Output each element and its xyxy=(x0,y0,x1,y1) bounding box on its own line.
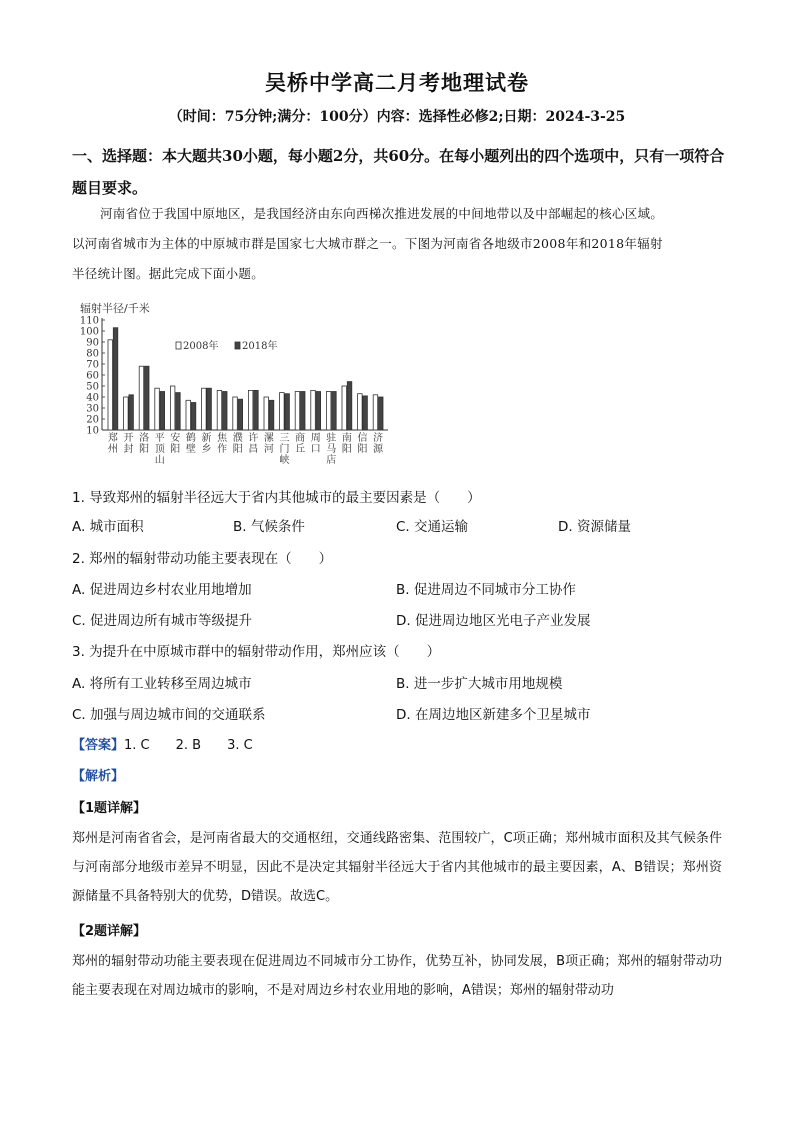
x-tick-label: 洛 xyxy=(139,433,150,444)
question-3-option-b: B. 进一步扩大城市用地规模 xyxy=(396,676,563,692)
bar-2018 xyxy=(113,328,118,430)
x-tick-label: 源 xyxy=(373,444,384,455)
x-tick-label: 许 xyxy=(248,433,259,444)
x-tick-label: 作 xyxy=(217,444,228,455)
x-tick-label: 信 xyxy=(357,433,368,444)
detail-1-label: 【1题详解】 xyxy=(72,801,147,816)
x-tick-label: 阳 xyxy=(170,444,181,455)
x-tick-label: 济 xyxy=(373,433,384,444)
y-tick-label: 80 xyxy=(86,348,99,360)
bar-2018 xyxy=(160,392,165,431)
y-tick-label: 30 xyxy=(86,403,99,415)
bar-2008 xyxy=(202,388,207,430)
x-tick-label: 峡 xyxy=(279,455,290,466)
y-tick-label: 110 xyxy=(79,315,99,327)
question-2-stem: 2. 郑州的辐射带动功能主要表现在（ ） xyxy=(72,551,333,567)
x-tick-label: 开 xyxy=(123,433,134,444)
x-tick-label: 平 xyxy=(154,433,165,444)
question-1-option-a: A. 城市面积 xyxy=(72,519,144,535)
bar-2018 xyxy=(254,390,259,430)
y-tick-label: 90 xyxy=(86,337,99,349)
bar-2008 xyxy=(155,388,160,430)
question-3-stem: 3. 为提升在中原城市群中的辐射带动作用，郑州应该（ ） xyxy=(72,644,441,660)
bar-2008 xyxy=(217,390,222,430)
bar-2008 xyxy=(170,386,175,430)
bar-2018 xyxy=(207,388,212,430)
x-tick-label: 商 xyxy=(295,433,306,444)
bar-2008 xyxy=(139,366,144,430)
intro-line-2: 以河南省城市为主体的中原城市群是国家七大城市群之一。下图为河南省各地级市2008年和2018年辐射 xyxy=(72,236,663,251)
x-tick-label: 阳 xyxy=(232,444,243,455)
paper-title: 吴桥中学高二月考地理试卷 xyxy=(265,70,529,95)
x-tick-label: 封 xyxy=(123,444,134,455)
y-axis-label: 辐射半径/千米 xyxy=(80,302,150,315)
y-tick-label: 50 xyxy=(86,381,99,393)
section-heading: 一、选择题：本大题共30小题，每小题2分，共60分。在每小题列出的四个选项中，只有一项符合题目要求。 xyxy=(72,147,725,197)
answer-row xyxy=(72,734,253,753)
radiation-radius-chart xyxy=(70,300,400,480)
answer-text: 1. C 2. B 3. C xyxy=(124,738,253,753)
paper-subtitle: （时间：75分钟;满分：100分）内容：选择性必修2;日期：2024-3-25 xyxy=(168,109,626,125)
bar-2008 xyxy=(233,397,238,430)
legend-swatch xyxy=(235,342,240,349)
x-tick-label: 马 xyxy=(326,444,337,455)
bar-2008 xyxy=(342,386,347,430)
question-2-option-d: D. 促进周边地区光电子产业发展 xyxy=(396,613,591,629)
bar-2018 xyxy=(285,394,290,430)
question-1-stem: 1. 导致郑州的辐射半径远大于省内其他城市的最主要因素是（ ） xyxy=(72,490,481,506)
x-tick-label: 三 xyxy=(279,433,290,444)
x-tick-label: 阳 xyxy=(341,444,352,455)
bar-2008 xyxy=(186,400,191,430)
question-2-option-a: A. 促进周边乡村农业用地增加 xyxy=(72,582,252,598)
x-tick-label: 丘 xyxy=(295,444,306,455)
x-tick-label: 焦 xyxy=(217,433,228,444)
question-3-option-c: C. 加强与周边城市间的交通联系 xyxy=(72,707,266,723)
intro-line-3: 半径统计图。据此完成下面小题。 xyxy=(72,266,265,281)
bar-2008 xyxy=(295,392,300,431)
bar-2018 xyxy=(379,397,384,430)
bar-2008 xyxy=(326,392,331,431)
x-tick-label: 阳 xyxy=(357,444,368,455)
bar-2008 xyxy=(311,390,316,430)
bar-2018 xyxy=(316,392,321,431)
x-tick-label: 南 xyxy=(341,433,352,444)
legend-label: 2008年 xyxy=(183,341,219,352)
bar-2018 xyxy=(269,400,274,430)
bar-2018 xyxy=(238,399,243,430)
x-tick-label: 口 xyxy=(310,444,321,455)
x-tick-label: 安 xyxy=(170,433,181,444)
detail-2-text: 郑州的辐射带动功能主要表现在促进周边不同城市分工协作，优势互补，协同发展，B项正确；郑州的辐射带动功能主要表现在对周边城市的影响，不是对周边乡村农业用地的影响，A错误；郑州的辐射带动功 xyxy=(72,954,722,998)
bar-2008 xyxy=(358,394,363,430)
bar-2008 xyxy=(248,390,253,430)
x-tick-label: 郑 xyxy=(107,433,118,444)
y-tick-label: 100 xyxy=(79,326,99,338)
bar-2018 xyxy=(129,395,134,430)
x-tick-label: 乡 xyxy=(201,444,212,455)
question-1-option-b: B. 气候条件 xyxy=(233,519,305,535)
y-tick-label: 10 xyxy=(86,425,99,437)
y-tick-label: 70 xyxy=(86,359,99,371)
bar-2008 xyxy=(280,393,285,430)
bar-2018 xyxy=(176,393,181,430)
legend-label: 2018年 xyxy=(242,341,278,352)
bar-2008 xyxy=(108,340,113,430)
x-tick-label: 州 xyxy=(107,444,118,455)
bar-2008 xyxy=(373,395,378,430)
bar-2018 xyxy=(332,392,337,431)
bar-2018 xyxy=(191,403,196,431)
intro-line-1: 河南省位于我国中原地区，是我国经济由东向西梯次推进发展的中间地带以及中部崛起的核心区域。 xyxy=(100,206,664,221)
bar-2018 xyxy=(363,396,368,430)
y-tick-label: 60 xyxy=(86,370,99,382)
y-tick-label: 40 xyxy=(86,392,99,404)
legend-swatch xyxy=(176,342,181,349)
bar-2018 xyxy=(347,382,352,430)
x-tick-label: 濮 xyxy=(232,433,243,444)
bar-2008 xyxy=(264,397,269,430)
question-1-option-c: C. 交通运输 xyxy=(396,519,469,535)
analysis-label: 【解析】 xyxy=(72,769,125,784)
answer-label: 【答案】 xyxy=(72,738,125,753)
bar-2018 xyxy=(301,392,306,431)
x-tick-label: 鹤 xyxy=(185,433,196,444)
x-tick-label: 山 xyxy=(154,455,165,466)
x-tick-label: 周 xyxy=(310,433,321,444)
x-tick-label: 河 xyxy=(263,444,274,455)
x-tick-label: 驻 xyxy=(326,433,337,444)
x-tick-label: 阳 xyxy=(139,444,150,455)
bar-2008 xyxy=(124,397,129,430)
question-3-option-a: A. 将所有工业转移至周边城市 xyxy=(72,676,252,692)
detail-2-label: 【2题详解】 xyxy=(72,924,147,939)
x-tick-label: 新 xyxy=(201,433,212,444)
question-2-option-c: C. 促进周边所有城市等级提升 xyxy=(72,613,253,629)
bar-2018 xyxy=(223,392,228,431)
x-tick-label: 壁 xyxy=(185,444,196,455)
bar-2018 xyxy=(145,366,150,430)
x-tick-label: 昌 xyxy=(248,444,259,455)
x-tick-label: 顶 xyxy=(154,444,165,455)
question-2-option-b: B. 促进周边不同城市分工协作 xyxy=(396,582,576,598)
question-3-option-d: D. 在周边地区新建多个卫星城市 xyxy=(396,707,591,723)
y-tick-label: 20 xyxy=(86,414,99,426)
detail-1-text: 郑州是河南省省会，是河南省最大的交通枢纽，交通线路密集、范围较广，C项正确；郑州城市面积及其气候条件与河南部分地级市差异不明显，因此不是决定其辐射半径远大于省内其他城市的最主要因素，A、B错误；郑州资源储量不具备特别大的优势，D错误。故选C。 xyxy=(72,831,722,904)
x-tick-label: 门 xyxy=(279,444,290,455)
x-tick-label: 漯 xyxy=(263,433,274,444)
x-tick-label: 店 xyxy=(326,455,337,466)
question-1-option-d: D. 资源储量 xyxy=(558,519,631,535)
